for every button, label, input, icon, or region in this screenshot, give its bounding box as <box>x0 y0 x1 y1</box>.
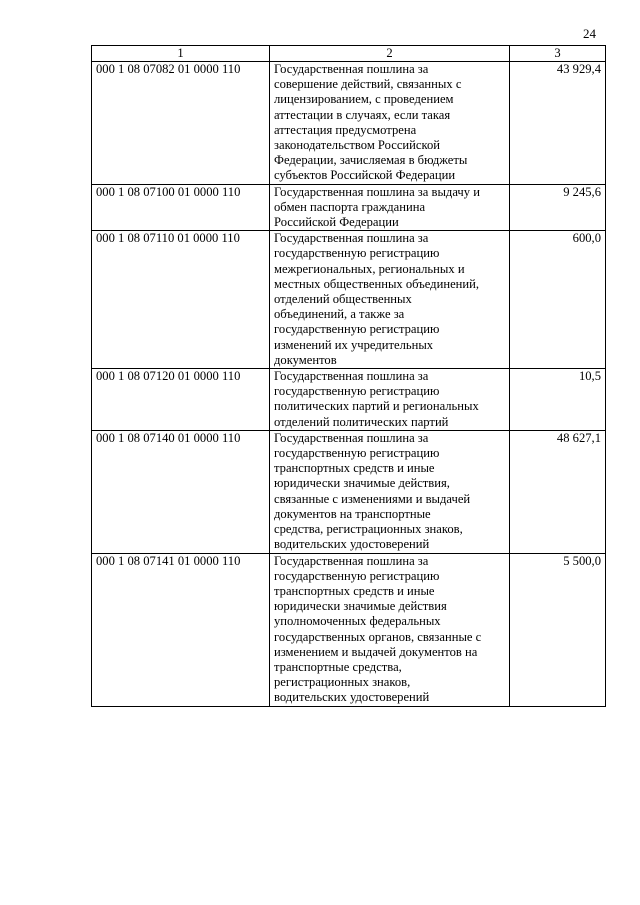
revenue-amount: 10,5 <box>510 369 606 431</box>
revenue-name-line: межрегиональных, региональных и <box>274 261 465 276</box>
page-number: 24 <box>583 26 596 41</box>
revenue-name-line: лицензированием, с проведением <box>274 92 454 107</box>
revenue-name-line: Государственная пошлина за <box>274 430 429 445</box>
revenue-name-line: Государственная пошлина за <box>274 62 429 76</box>
revenue-name-line: юридически значимые действия, <box>274 476 450 491</box>
column-header-name: 2 <box>270 46 510 62</box>
revenue-amount: 43 929,4 <box>510 62 606 185</box>
revenue-name-line: транспортные средства, <box>274 659 402 674</box>
revenue-name-line: отделений общественных <box>274 292 412 307</box>
revenue-name-line: аттестация предусмотрена <box>274 122 417 137</box>
revenue-name-line: изменений их учредительных <box>274 337 434 352</box>
revenue-name-line: связанные с изменениями и выдачей <box>274 491 471 506</box>
revenue-name-line: документов <box>274 352 337 367</box>
revenue-name <box>270 62 510 185</box>
revenue-name-line: средства, регистрационных знаков, <box>274 522 463 537</box>
revenue-name-line: государственную регистрацию <box>274 384 440 399</box>
revenue-name <box>270 231 510 369</box>
revenue-name-line: Государственная пошлина за <box>274 369 429 384</box>
table-row <box>92 62 606 185</box>
revenue-name <box>270 430 510 553</box>
revenue-name-line: политических партий и региональных <box>274 399 479 414</box>
revenue-name-line: обмен паспорта гражданина <box>274 199 426 214</box>
revenue-name-line: аттестации в случаях, если такая <box>274 107 451 122</box>
revenue-name-line: субъектов Российской Федерации <box>274 168 456 183</box>
table-row <box>92 369 606 431</box>
revenue-name-line: государственных органов, связанные с <box>274 629 482 644</box>
revenue-name-line: государственную регистрацию <box>274 446 440 461</box>
revenue-name-line: совершение действий, связанных с <box>274 77 462 92</box>
revenue-name-line: отделений политических партий <box>274 414 449 429</box>
revenue-amount: 600,0 <box>510 231 606 369</box>
revenue-name-line: Федерации, зачисляемая в бюджеты <box>274 153 468 168</box>
revenue-name-line: государственную регистрацию <box>274 568 440 583</box>
column-header-amount: 3 <box>510 46 606 62</box>
column-header-code: 1 <box>92 46 270 62</box>
table-row <box>92 430 606 553</box>
table-body <box>92 62 606 707</box>
revenue-name-line: транспортных средств и иные <box>274 461 435 476</box>
classification-code: 000 1 08 07140 01 0000 110 <box>92 430 270 553</box>
table-header-row <box>92 46 606 62</box>
revenue-name-line: объединений, а также за <box>274 307 405 322</box>
table-row <box>92 231 606 369</box>
revenue-amount: 48 627,1 <box>510 430 606 553</box>
revenue-amount: 5 500,0 <box>510 553 606 706</box>
revenue-name-line: Российской Федерации <box>274 215 399 230</box>
revenue-name-line: юридически значимые действия <box>274 599 447 614</box>
revenue-name-line: регистрационных знаков, <box>274 675 411 690</box>
classification-code: 000 1 08 07082 01 0000 110 <box>92 62 270 185</box>
classification-code: 000 1 08 07120 01 0000 110 <box>92 369 270 431</box>
revenue-name <box>270 553 510 706</box>
revenue-name-line: Государственная пошлина за <box>274 553 429 568</box>
revenue-name-line: уполномоченных федеральных <box>274 614 441 629</box>
revenue-name-line: местных общественных объединений, <box>274 276 480 291</box>
revenue-name-line: Государственная пошлина за <box>274 231 429 246</box>
revenue-name-line: Государственная пошлина за выдачу и <box>274 184 480 199</box>
classification-code: 000 1 08 07110 01 0000 110 <box>92 231 270 369</box>
revenue-name-line: документов на транспортные <box>274 506 431 521</box>
table-row <box>92 553 606 706</box>
revenue-name-line: водительских удостоверений <box>274 537 430 552</box>
classification-code: 000 1 08 07100 01 0000 110 <box>92 184 270 231</box>
revenue-name-line: транспортных средств и иные <box>274 583 435 598</box>
revenue-name-line: водительских удостоверений <box>274 690 430 705</box>
revenue-name <box>270 184 510 231</box>
revenue-name-line: изменением и выдачей документов на <box>274 644 478 659</box>
revenue-name <box>270 369 510 431</box>
revenue-name-line: государственную регистрацию <box>274 246 440 261</box>
revenue-name-line: законодательством Российской <box>274 138 440 153</box>
table-row <box>92 184 606 231</box>
revenue-name-line: государственную регистрацию <box>274 322 440 337</box>
classification-code: 000 1 08 07141 01 0000 110 <box>92 553 270 706</box>
revenue-amount: 9 245,6 <box>510 184 606 231</box>
revenue-table <box>91 45 606 707</box>
